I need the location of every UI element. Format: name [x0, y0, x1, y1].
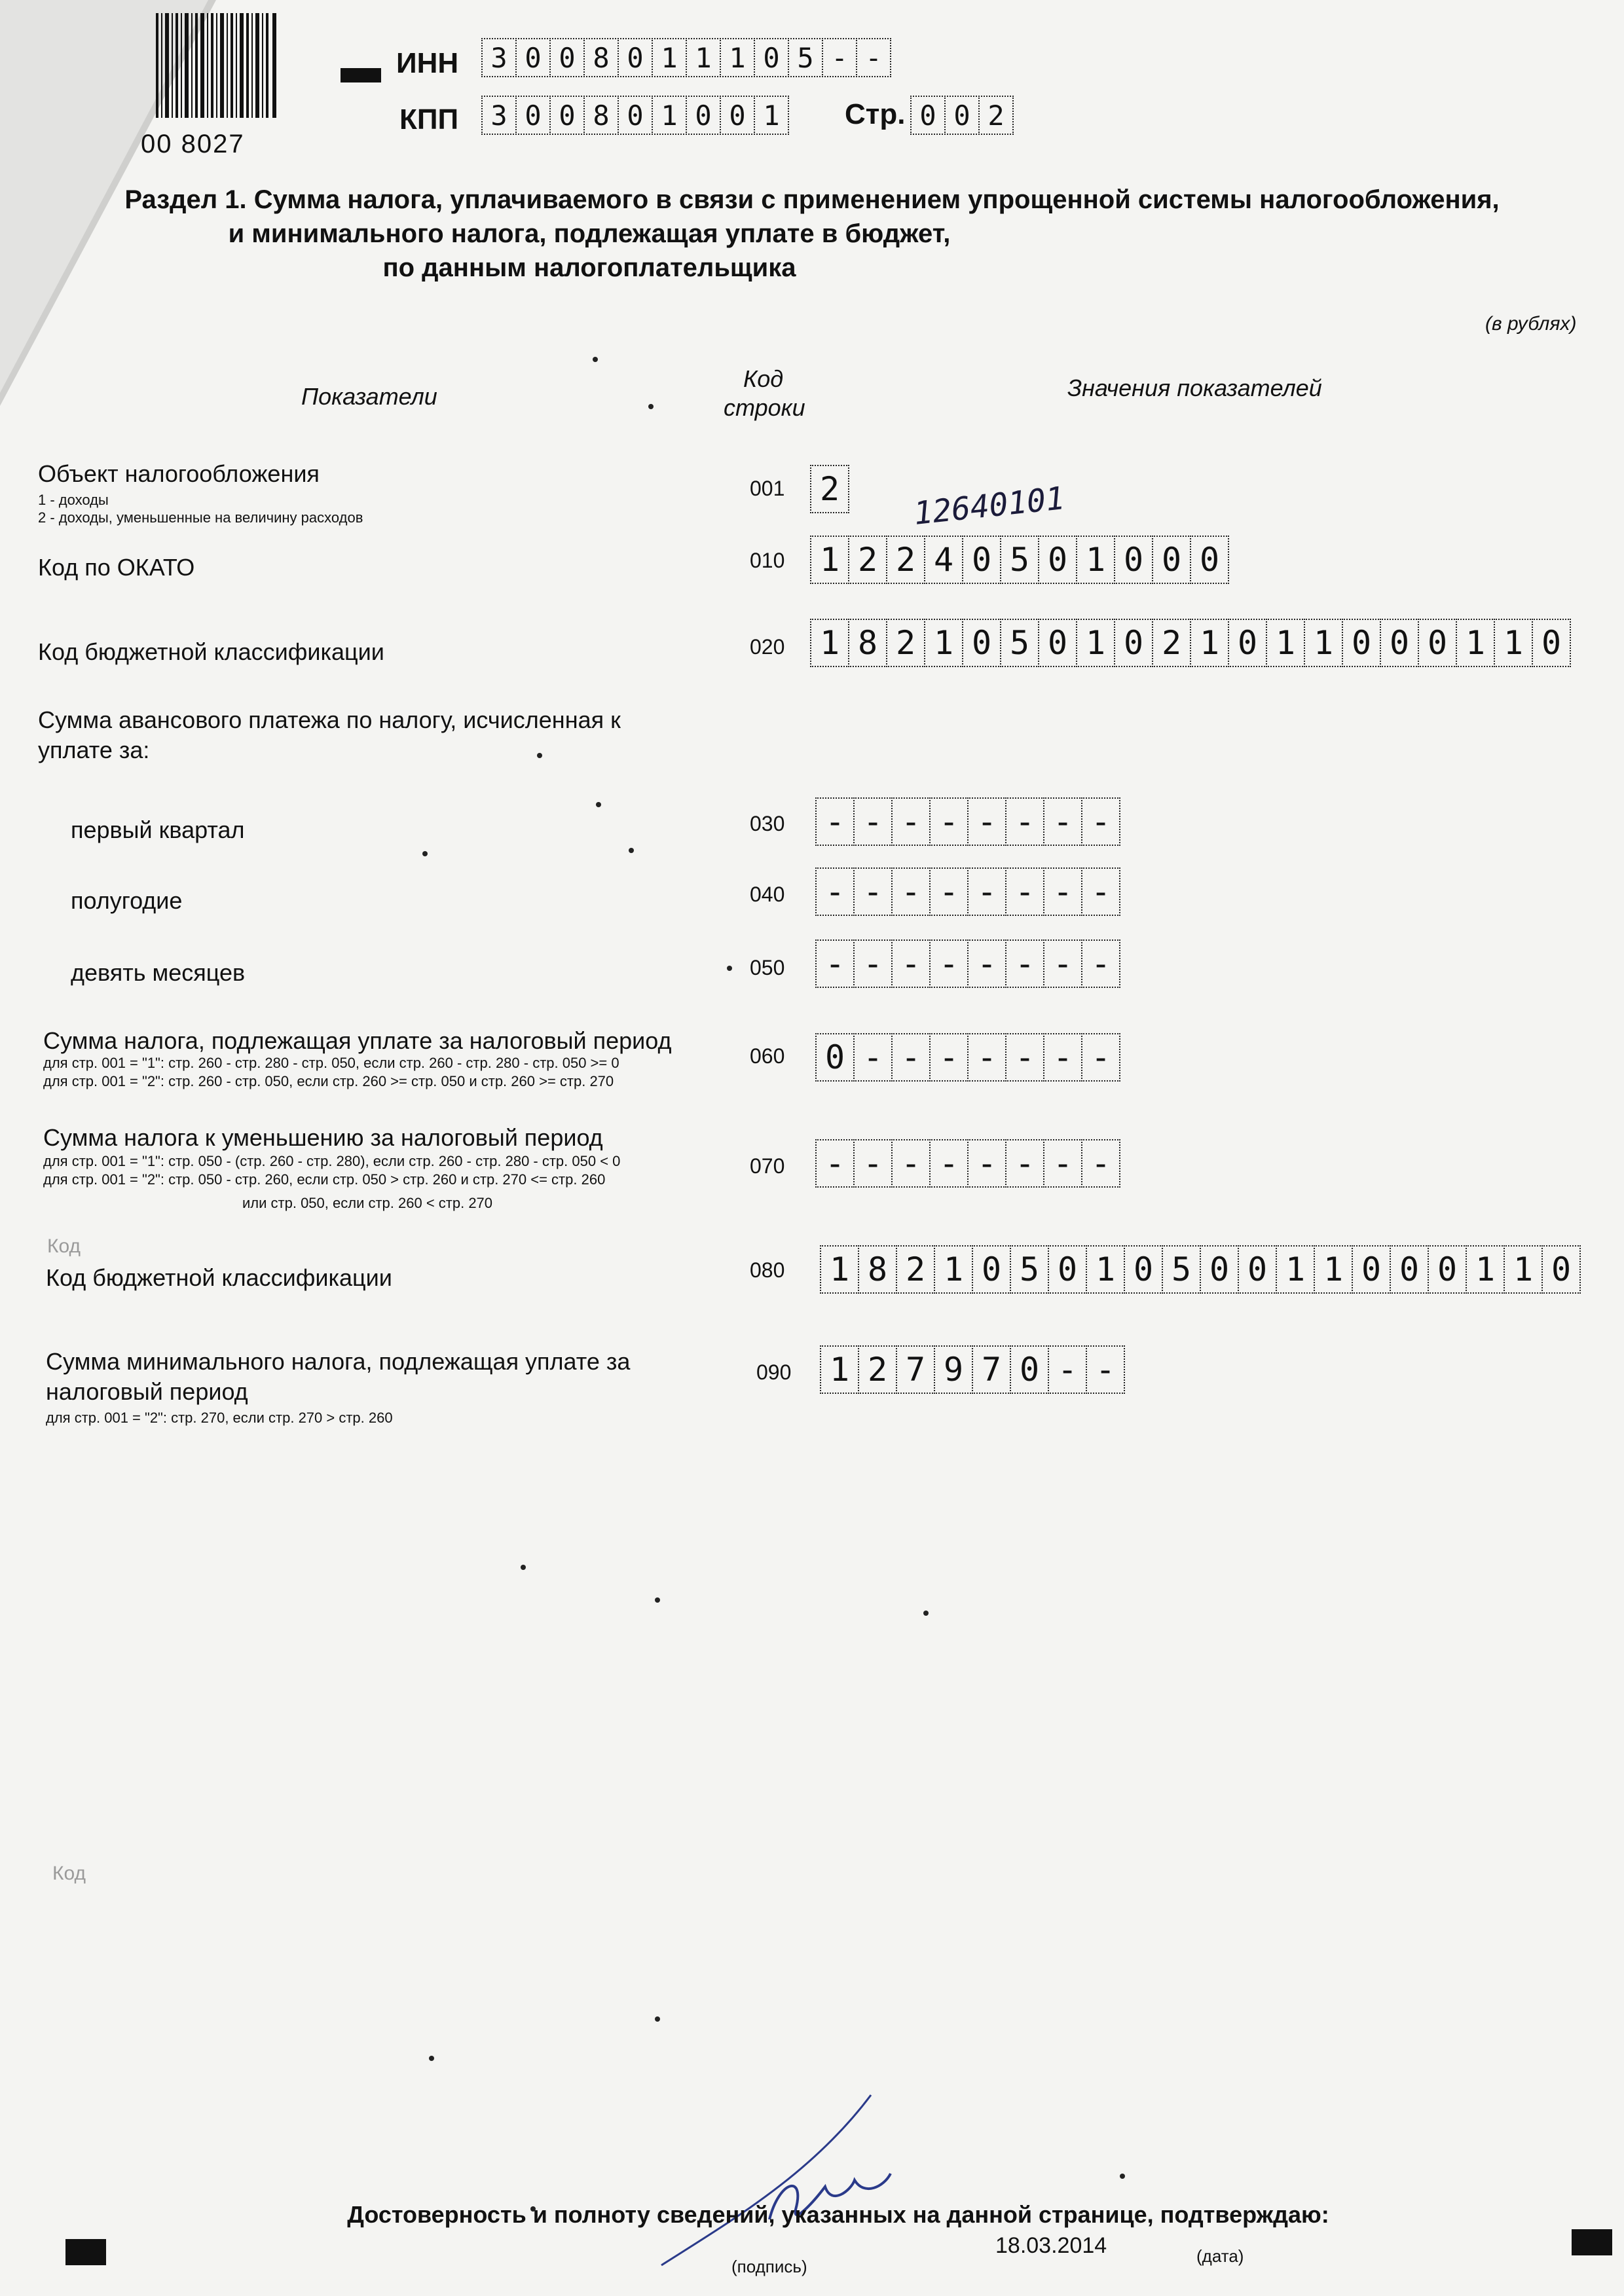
alignment-marker-bottom-left: [65, 2239, 106, 2265]
scan-speckle: [521, 1565, 526, 1570]
advance-label-line1: Сумма авансового платежа по налогу, исчисленная к: [38, 706, 621, 733]
digit-cell: 0: [686, 96, 721, 135]
digit-cell: 0: [618, 96, 653, 135]
row-001-label: Объект налогообложения: [38, 460, 320, 487]
digit-cell: 1: [820, 1345, 859, 1394]
digit-cell: 1: [1190, 619, 1229, 667]
bleed-through-kod-2: Код: [52, 1863, 86, 1884]
scan-speckle: [655, 2016, 660, 2022]
digit-cell: -: [929, 797, 969, 846]
bleed-through-kod-1: Код: [47, 1235, 81, 1257]
digit-cell: 0: [754, 38, 789, 77]
digit-cell: -: [815, 867, 855, 916]
digit-cell: 0: [1038, 536, 1077, 584]
kpp-label: КПП: [399, 103, 459, 136]
digit-cell: -: [822, 38, 857, 77]
digit-cell: 2: [848, 536, 887, 584]
digit-cell: 0: [720, 96, 755, 135]
scan-speckle: [1120, 2174, 1125, 2179]
digit-cell: 8: [848, 619, 887, 667]
digit-cell: -: [1048, 1345, 1087, 1394]
digit-cell: -: [1043, 939, 1082, 988]
row-060-sub1: для стр. 001 = "1": стр. 260 - стр. 280 - стр. 050, если стр. 260 - стр. 280 - стр. 050 >= 0: [43, 1055, 619, 1071]
column-code-line1: Код: [743, 365, 784, 392]
inn-label: ИНН: [396, 47, 459, 79]
digit-cell: 0: [1010, 1345, 1049, 1394]
row-070-code: 070: [750, 1154, 785, 1178]
alignment-marker-top-left: [341, 68, 381, 82]
digit-cell: -: [853, 939, 893, 988]
row-040-cells: [815, 867, 1119, 916]
digit-cell: 0: [1342, 619, 1381, 667]
digit-cell: 2: [886, 619, 925, 667]
digit-cell: 1: [810, 619, 849, 667]
digit-cell: 1: [1494, 619, 1533, 667]
digit-cell: 0: [1418, 619, 1457, 667]
digit-cell: 0: [1152, 536, 1191, 584]
row-030-cells: [815, 797, 1119, 846]
digit-cell: 1: [1304, 619, 1343, 667]
digit-cell: -: [1081, 1033, 1120, 1082]
digit-cell: 2: [1152, 619, 1191, 667]
digit-cell: -: [891, 867, 931, 916]
scan-speckle: [923, 1611, 929, 1616]
digit-cell: -: [815, 1139, 855, 1188]
digit-cell: 0: [1541, 1245, 1581, 1294]
digit-cell: 1: [754, 96, 789, 135]
row-001-code: 001: [750, 477, 785, 500]
row-070-sub3: или стр. 050, если стр. 260 < стр. 270: [242, 1195, 493, 1211]
digit-cell: 1: [1456, 619, 1495, 667]
row-090-code: 090: [756, 1360, 792, 1384]
row-080-label: Код бюджетной классификации: [46, 1264, 392, 1291]
digit-cell: -: [1043, 1139, 1082, 1188]
row-050-cells: [815, 939, 1119, 988]
digit-cell: 1: [1076, 619, 1115, 667]
scan-speckle: [727, 966, 732, 971]
row-090-label-line2: налоговый период: [46, 1378, 248, 1405]
digit-cell: -: [815, 797, 855, 846]
digit-cell: 9: [934, 1345, 973, 1394]
section-title-line3: по данным налогоплательщика: [382, 253, 796, 282]
digit-cell: -: [856, 38, 891, 77]
digit-cell: -: [929, 1033, 969, 1082]
digit-cell: 7: [896, 1345, 935, 1394]
row-060-cells: [815, 1033, 1119, 1082]
digit-cell: 1: [1466, 1245, 1505, 1294]
row-020-label: Код бюджетной классификации: [38, 638, 384, 665]
digit-cell: 1: [820, 1245, 859, 1294]
digit-cell: 0: [1200, 1245, 1239, 1294]
scan-speckle: [429, 2056, 434, 2061]
digit-cell: 0: [1114, 536, 1153, 584]
digit-cell: 0: [1532, 619, 1571, 667]
scan-speckle: [629, 848, 634, 853]
digit-cell: 1: [1086, 1245, 1125, 1294]
digit-cell: -: [891, 939, 931, 988]
handwritten-note: 12640101: [912, 480, 1067, 532]
digit-cell: -: [891, 1033, 931, 1082]
digit-cell: 0: [815, 1033, 855, 1082]
digit-cell: 1: [934, 1245, 973, 1294]
scan-speckle: [537, 753, 542, 758]
page-label: Стр.: [845, 98, 906, 130]
digit-cell: 0: [1352, 1245, 1391, 1294]
row-090-sub1: для стр. 001 = "2": стр. 270, если стр. 270 > стр. 260: [46, 1410, 393, 1426]
digit-cell: 1: [1314, 1245, 1353, 1294]
column-indicators: Показатели: [301, 383, 437, 410]
digit-cell: -: [1043, 867, 1082, 916]
digit-cell: 0: [1048, 1245, 1087, 1294]
digit-cell: 0: [515, 38, 551, 77]
digit-cell: 0: [618, 38, 653, 77]
scan-speckle: [648, 404, 654, 409]
digit-cell: 5: [1000, 536, 1039, 584]
digit-cell: -: [967, 867, 1006, 916]
digit-cell: 0: [1238, 1245, 1277, 1294]
barcode-number: 00 8027: [141, 130, 245, 158]
scan-speckle: [596, 802, 601, 807]
row-070-label: Сумма налога к уменьшению за налоговый период: [43, 1124, 603, 1151]
digit-cell: 0: [962, 619, 1001, 667]
row-070-sub2: для стр. 001 = "2": стр. 050 - стр. 260, если стр. 050 > стр. 260 и стр. 270 <= стр. 260: [43, 1171, 606, 1188]
digit-cell: 2: [810, 465, 849, 513]
digit-cell: 1: [1076, 536, 1115, 584]
row-040-code: 040: [750, 883, 785, 906]
digit-cell: 8: [583, 38, 619, 77]
digit-cell: 1: [720, 38, 755, 77]
digit-cell: -: [853, 1139, 893, 1188]
digit-cell: 8: [583, 96, 619, 135]
digit-cell: 0: [910, 96, 946, 135]
inn-cells: [481, 38, 890, 86]
row-060-code: 060: [750, 1044, 785, 1068]
kpp-cells: [481, 96, 788, 144]
digit-cell: 0: [1380, 619, 1419, 667]
units-note: (в рублях): [1485, 313, 1577, 335]
digit-cell: -: [853, 1033, 893, 1082]
digit-cell: 0: [1390, 1245, 1429, 1294]
row-030-label: первый квартал: [71, 816, 245, 843]
barcode: [151, 13, 282, 118]
row-080-cells: [820, 1245, 1579, 1294]
digit-cell: 4: [924, 536, 963, 584]
digit-cell: 0: [1190, 536, 1229, 584]
row-090-cells: [820, 1345, 1124, 1394]
digit-cell: -: [815, 939, 855, 988]
scan-speckle: [422, 851, 428, 856]
digit-cell: 5: [788, 38, 823, 77]
digit-cell: -: [1005, 1033, 1044, 1082]
digit-cell: -: [891, 1139, 931, 1188]
digit-cell: -: [1005, 1139, 1044, 1188]
digit-cell: -: [1043, 1033, 1082, 1082]
digit-cell: 8: [858, 1245, 897, 1294]
digit-cell: 3: [481, 38, 517, 77]
digit-cell: 2: [886, 536, 925, 584]
row-070-sub1: для стр. 001 = "1": стр. 050 - (стр. 260 - стр. 280), если стр. 260 - стр. 280 - стр. 050 < 0: [43, 1153, 621, 1169]
row-020-code: 020: [750, 635, 785, 659]
digit-cell: -: [1005, 797, 1044, 846]
digit-cell: -: [967, 1139, 1006, 1188]
digit-cell: 0: [1114, 619, 1153, 667]
digit-cell: 1: [652, 38, 687, 77]
digit-cell: -: [1005, 867, 1044, 916]
section-title-line2: и минимального налога, подлежащая уплате в бюджет,: [228, 219, 951, 248]
digit-cell: 0: [1428, 1245, 1467, 1294]
row-070-cells: [815, 1139, 1119, 1188]
row-050-code: 050: [750, 956, 785, 979]
digit-cell: -: [1086, 1345, 1125, 1394]
digit-cell: 5: [1010, 1245, 1049, 1294]
digit-cell: 0: [549, 38, 585, 77]
digit-cell: -: [853, 867, 893, 916]
digit-cell: 2: [896, 1245, 935, 1294]
row-060-label: Сумма налога, подлежащая уплате за налоговый период: [43, 1027, 672, 1054]
scan-speckle: [593, 357, 598, 362]
digit-cell: -: [891, 797, 931, 846]
row-010-label: Код по ОКАТО: [38, 554, 195, 581]
digit-cell: -: [929, 867, 969, 916]
digit-cell: 1: [1504, 1245, 1543, 1294]
column-code-line2: строки: [724, 394, 805, 421]
scan-speckle: [655, 1597, 660, 1603]
row-001-cells: [810, 465, 848, 513]
digit-cell: 0: [972, 1245, 1011, 1294]
section-title-line1: Раздел 1. Сумма налога, уплачиваемого в связи с применением упрощенной системы налогообложения,: [124, 185, 1500, 214]
advance-label-line2: уплате за:: [38, 737, 150, 763]
digit-cell: 1: [810, 536, 849, 584]
digit-cell: -: [967, 1033, 1006, 1082]
digit-cell: 1: [1266, 619, 1305, 667]
digit-cell: 1: [924, 619, 963, 667]
digit-cell: 2: [978, 96, 1014, 135]
digit-cell: 0: [1124, 1245, 1163, 1294]
row-090-label-line1: Сумма минимального налога, подлежащая уплате за: [46, 1348, 631, 1375]
digit-cell: -: [929, 1139, 969, 1188]
digit-cell: -: [1081, 867, 1120, 916]
digit-cell: -: [1005, 939, 1044, 988]
row-010-cells: [810, 536, 1228, 584]
signature-caption: (подпись): [731, 2257, 807, 2276]
confirmation-text: Достоверность и полноту сведений, указанных на данной странице, подтверждаю:: [347, 2201, 1329, 2228]
digit-cell: -: [929, 939, 969, 988]
page-cells: [910, 96, 1012, 144]
signature-date: 18.03.2014: [995, 2233, 1107, 2258]
date-caption: (дата): [1196, 2246, 1244, 2266]
digit-cell: -: [1081, 1139, 1120, 1188]
digit-cell: 1: [652, 96, 687, 135]
digit-cell: -: [1081, 939, 1120, 988]
digit-cell: -: [967, 939, 1006, 988]
row-060-sub2: для стр. 001 = "2": стр. 260 - стр. 050, если стр. 260 >= стр. 050 и стр. 260 >= стр. 270: [43, 1073, 614, 1089]
row-040-label: полугодие: [71, 887, 183, 914]
digit-cell: 5: [1000, 619, 1039, 667]
digit-cell: 1: [686, 38, 721, 77]
digit-cell: 3: [481, 96, 517, 135]
digit-cell: -: [853, 797, 893, 846]
digit-cell: 7: [972, 1345, 1011, 1394]
digit-cell: 0: [962, 536, 1001, 584]
row-050-label: девять месяцев: [71, 959, 246, 986]
digit-cell: 0: [515, 96, 551, 135]
row-030-code: 030: [750, 812, 785, 835]
digit-cell: 0: [1228, 619, 1267, 667]
digit-cell: 0: [549, 96, 585, 135]
digit-cell: 5: [1162, 1245, 1201, 1294]
digit-cell: 1: [1276, 1245, 1315, 1294]
row-001-sub1: 1 - доходы: [38, 492, 109, 508]
digit-cell: -: [1081, 797, 1120, 846]
row-001-sub2: 2 - доходы, уменьшенные на величину расходов: [38, 509, 363, 526]
signature: [655, 2075, 943, 2272]
digit-cell: -: [967, 797, 1006, 846]
column-values: Значения показателей: [1067, 374, 1322, 401]
alignment-marker-bottom-right: [1572, 2229, 1612, 2255]
row-080-code: 080: [750, 1258, 785, 1282]
digit-cell: -: [1043, 797, 1082, 846]
digit-cell: 0: [944, 96, 980, 135]
digit-cell: 0: [1038, 619, 1077, 667]
row-020-cells: [810, 619, 1570, 667]
row-010-code: 010: [750, 549, 785, 572]
digit-cell: 2: [858, 1345, 897, 1394]
